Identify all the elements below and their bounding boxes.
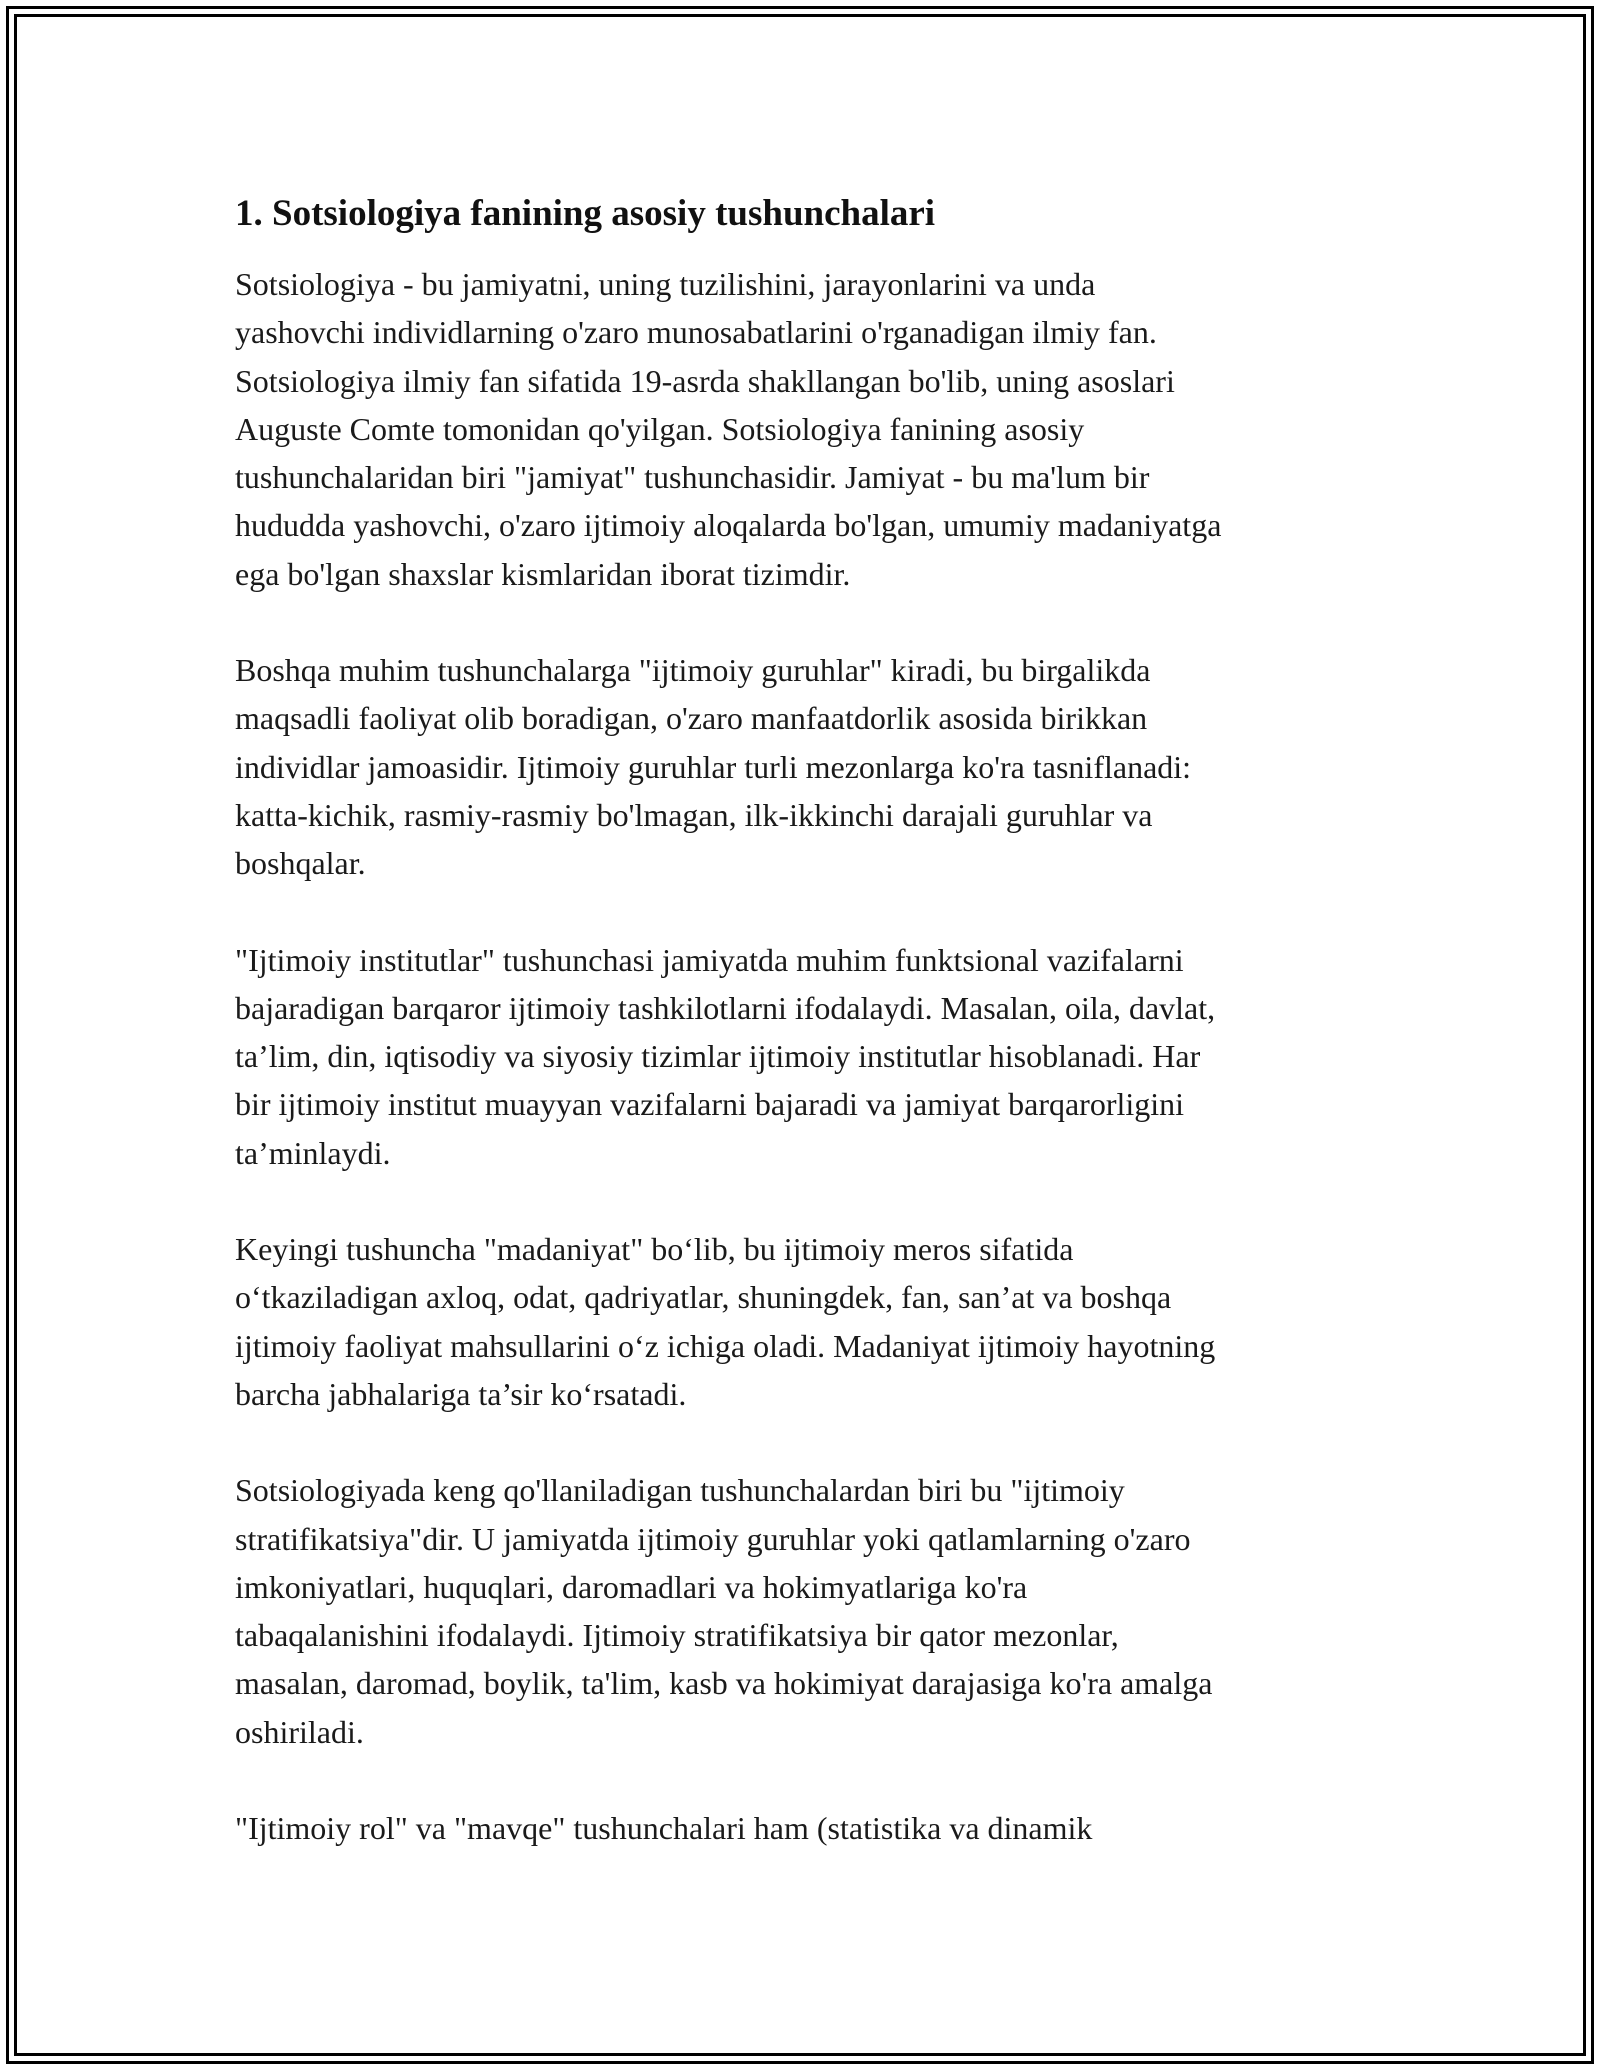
paragraph-sociology-definition: Sotsiologiya - bu jamiyatni, uning tuzilishini, jarayonlarini va unda yashovchi individlarning o'zaro munosabatlarini o'rganadigan ilmiy fan. Sotsiologiya ilmiy fan sifatida 19-asrda shakllangan bo'lib, uning asoslari Auguste Comte tomonidan qo'yilgan. Sotsiologiya fanining asosiy tushunchalaridan biri "jamiyat" tushunchasidir. Jamiyat - bu ma'lum bir hududda yashovchi, o'zaro ijtimoiy aloqalarda bo'lgan, umumiy madaniyatga ega bo'lgan shaxslar kismlaridan iborat tizimdir. bbox=[235, 266, 1222, 592]
paragraph-social-institutions: "Ijtimoiy institutlar" tushunchasi jamiyatda muhim funktsional vazifalarni bajaradigan barqaror ijtimoiy tashkilotlarni ifodalaydi. Masalan, oila, davlat, ta’lim, din, iqtisodiy va siyosiy tizimlar ijtimoiy institutlar hisoblanadi. Har bir ijtimoiy institut muayyan vazifalarni bajaradi va jamiyat barqarorligini ta’minlaydi. bbox=[235, 941, 1216, 1171]
paragraph-social-groups: Boshqa muhim tushunchalarga "ijtimoiy guruhlar" kiradi, bu birgalikda maqsadli faoliyat olib boradigan, o'zaro manfaatdorlik asosida birikkan individlar jamoasidir. Ijtimoiy guruhlar turli mezonlarga ko'ra tasniflanadi: katta-kichik, rasmiy-rasmiy bo'lmagan, ilk-ikkinchi darajali guruhlar va boshqalar. bbox=[235, 652, 1192, 882]
paragraph-social-role: "Ijtimoiy rol" va "mavqe" tushunchalari ham (statistika va dinamik bbox=[235, 1810, 1093, 1847]
paragraph-culture: Keyingi tushuncha "madaniyat" bo‘lib, bu ijtimoiy meros sifatida o‘tkaziladigan axloq, odat, qadriyatlar, shuningdek, fan, san’at va boshqa ijtimoiy faoliyat mahsullarini o‘z ichiga oladi. Madaniyat ijtimoiy hayotning barcha jabhalariga ta’sir ko‘rsatadi. bbox=[235, 1231, 1216, 1412]
paragraph-stratification: Sotsiologiyada keng qo'llaniladigan tushunchalardan biri bu "ijtimoiy stratifikatsiya"dir. U jamiyatda ijtimoiy guruhlar yoki qatlamlarning o'zaro imkoniyatlari, huquqlari, daromadlari va hokimyatlariga ko'ra tabaqalanishini ifodalaydi. Ijtimoiy stratifikatsiya bir qator mezonlar, masalan, daromad, boylik, ta'lim, kasb va hokimiyat darajasiga ko'ra amalga oshiriladi. bbox=[235, 1472, 1213, 1750]
document-title: 1. Sotsiologiya fanining asosiy tushunchalari bbox=[235, 193, 936, 234]
document-body bbox=[235, 190, 1370, 1900]
